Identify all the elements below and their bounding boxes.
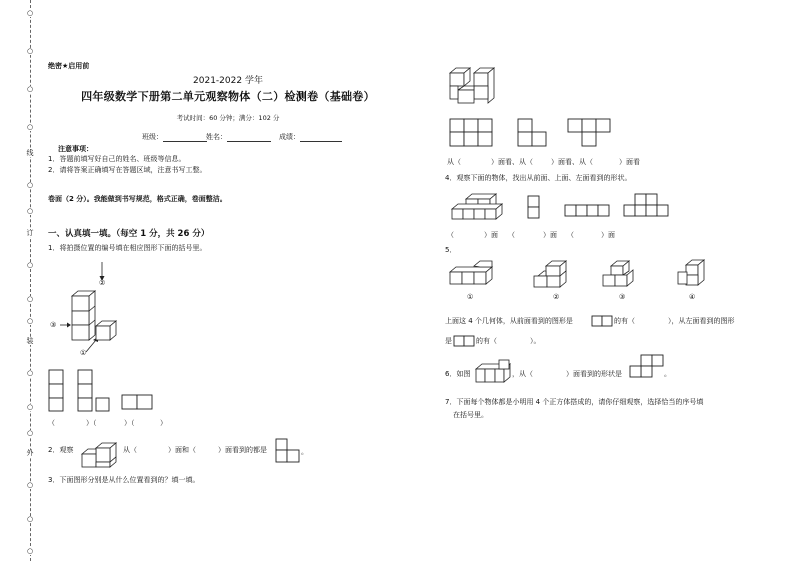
answer-paren[interactable]: （ — [48, 419, 55, 427]
answer-paren[interactable]: ）（ — [86, 419, 97, 427]
margin-dot: ○ — [26, 207, 34, 215]
q6-view-shape — [630, 355, 663, 377]
question-6c: ）面看到的形状是 — [566, 370, 622, 378]
q4-paren[interactable]: ）面 — [543, 231, 557, 239]
margin-dot: ○ — [26, 481, 34, 489]
q3-cube-stack — [450, 68, 494, 103]
margin-dot: ○ — [26, 123, 34, 131]
q4-view-2 — [565, 205, 609, 216]
q4-paren[interactable]: ）面 — [484, 231, 498, 239]
q3-answer — [447, 158, 640, 167]
q5-object-1 — [450, 261, 492, 284]
margin-dot: ○ — [26, 9, 34, 17]
q5-object-4 — [678, 260, 704, 285]
notes-heading: 注意事项： — [58, 145, 93, 153]
question-2-prefix: 2．观察 — [48, 446, 74, 454]
margin-dot: ○ — [26, 317, 34, 325]
q5-line-2a: 是 — [445, 337, 452, 345]
answer-paren[interactable]: ）（ — [124, 419, 135, 427]
answer-paren[interactable]: ） — [160, 419, 167, 427]
q3-view-1 — [450, 119, 492, 146]
q5-mark-1: ① — [467, 293, 474, 301]
q4-object — [452, 194, 502, 219]
q4-view-1 — [528, 196, 539, 218]
question-2-text2: ）面和（ — [168, 446, 196, 454]
position-mark-1: ① — [80, 349, 87, 357]
margin-dot: ○ — [26, 369, 34, 377]
q3-text3: ）面看、从（ — [551, 158, 593, 166]
q5-left-view-shape — [454, 336, 474, 346]
question-6a: 6．如图 — [445, 370, 471, 378]
question-2-text3: ）面看到的都是 — [218, 446, 267, 454]
score-label: 成绩： — [279, 133, 300, 141]
q5-line-1c: ），从左面看到的图形 — [668, 317, 735, 325]
school-year: 2021-2022 学年 — [193, 76, 263, 86]
question-1: 1．将拍摄位置的编号填在相应图形下面的括号里。 — [48, 244, 207, 252]
position-mark-3: ③ — [50, 321, 57, 329]
margin-dot: ○ — [26, 515, 34, 523]
class-label: 班级： — [142, 133, 163, 141]
q5-mark-2: ② — [553, 293, 560, 301]
section-heading: 一、认真填一填。（每空 1 分，共 26 分） — [48, 229, 210, 239]
name-label: 姓名： — [206, 133, 227, 141]
question-3: 3．下面图形分别是从什么位置看到的？填一填。 — [48, 476, 200, 484]
q5-mark-3: ③ — [619, 293, 626, 301]
q4-paren[interactable]: （ — [447, 231, 454, 239]
margin-dot: ○ — [26, 47, 34, 55]
secret-mark: 绝密★启用前 — [48, 62, 90, 70]
q5-line-2b: 的有（ — [476, 337, 497, 345]
margin-dot: ○ — [26, 181, 34, 189]
question-4: 4．观察下面的物体，找出从前面、上面、左面看到的形状。 — [445, 174, 632, 182]
q3-view-3 — [568, 119, 610, 146]
question-5: 5． — [445, 246, 457, 254]
question-7: 7．下面每个物体都是小明用 4 个正方体搭成的，请你仔细观察，选择恰当的序号填 — [445, 398, 704, 406]
page-title: 四年级数学下册第二单元观察物体（二）检测卷（基础卷） — [81, 90, 375, 103]
q3-text4: ）面看 — [619, 158, 640, 166]
q5-line-2c: ）。 — [530, 337, 541, 345]
q5-mark-4: ④ — [689, 293, 696, 301]
margin-label: 装 — [26, 337, 34, 345]
margin-label: 线 — [26, 149, 34, 157]
q5-line-1a: 上面这 4 个几何体，从前面看到的图形是 — [445, 317, 573, 325]
question-6d: 。 — [664, 370, 671, 378]
question-2-end: 。 — [301, 448, 308, 456]
q3-text2: ）面看、从（ — [491, 158, 533, 166]
note-item: 2．请将答案正确填写在答题区域，注意书写工整。 — [48, 166, 207, 174]
question-2-text1: 从（ — [123, 446, 137, 454]
position-mark-2: ② — [99, 279, 106, 287]
q4-paren[interactable]: ）面 — [601, 231, 615, 239]
margin-label: 外 — [26, 449, 34, 457]
q6-object — [476, 360, 510, 382]
exam-info: 考试时间：60 分钟；满分：102 分 — [176, 114, 280, 122]
q4-paren[interactable]: （ — [567, 231, 574, 239]
q5-object-3 — [603, 261, 633, 286]
q4-paren[interactable]: （ — [508, 231, 515, 239]
margin-dot: ○ — [26, 429, 34, 437]
margin-dot: ○ — [26, 547, 34, 555]
q3-view-2 — [518, 119, 546, 146]
margin-dot: ○ — [26, 403, 34, 411]
neatness-note: 卷面（2 分）。我能做到书写规范，格式正确，卷面整洁。 — [48, 195, 227, 203]
q4-view-3 — [624, 194, 668, 216]
question-7-cont: 在括号里。 — [453, 411, 488, 419]
q5-line-1b: 的有（ — [614, 317, 635, 325]
note-item: 1．答题前填写好自己的姓名、班级等信息。 — [48, 155, 186, 163]
q3-text1: 从（ — [447, 158, 461, 166]
margin-dot: ○ — [26, 85, 34, 93]
margin-dot: ○ — [26, 295, 34, 303]
margin-label: 订 — [26, 229, 34, 237]
question-6b: ，从（ — [512, 370, 533, 378]
margin-dot: ○ — [26, 261, 34, 269]
q5-front-view-shape — [592, 316, 612, 326]
q5-object-2 — [534, 261, 566, 287]
